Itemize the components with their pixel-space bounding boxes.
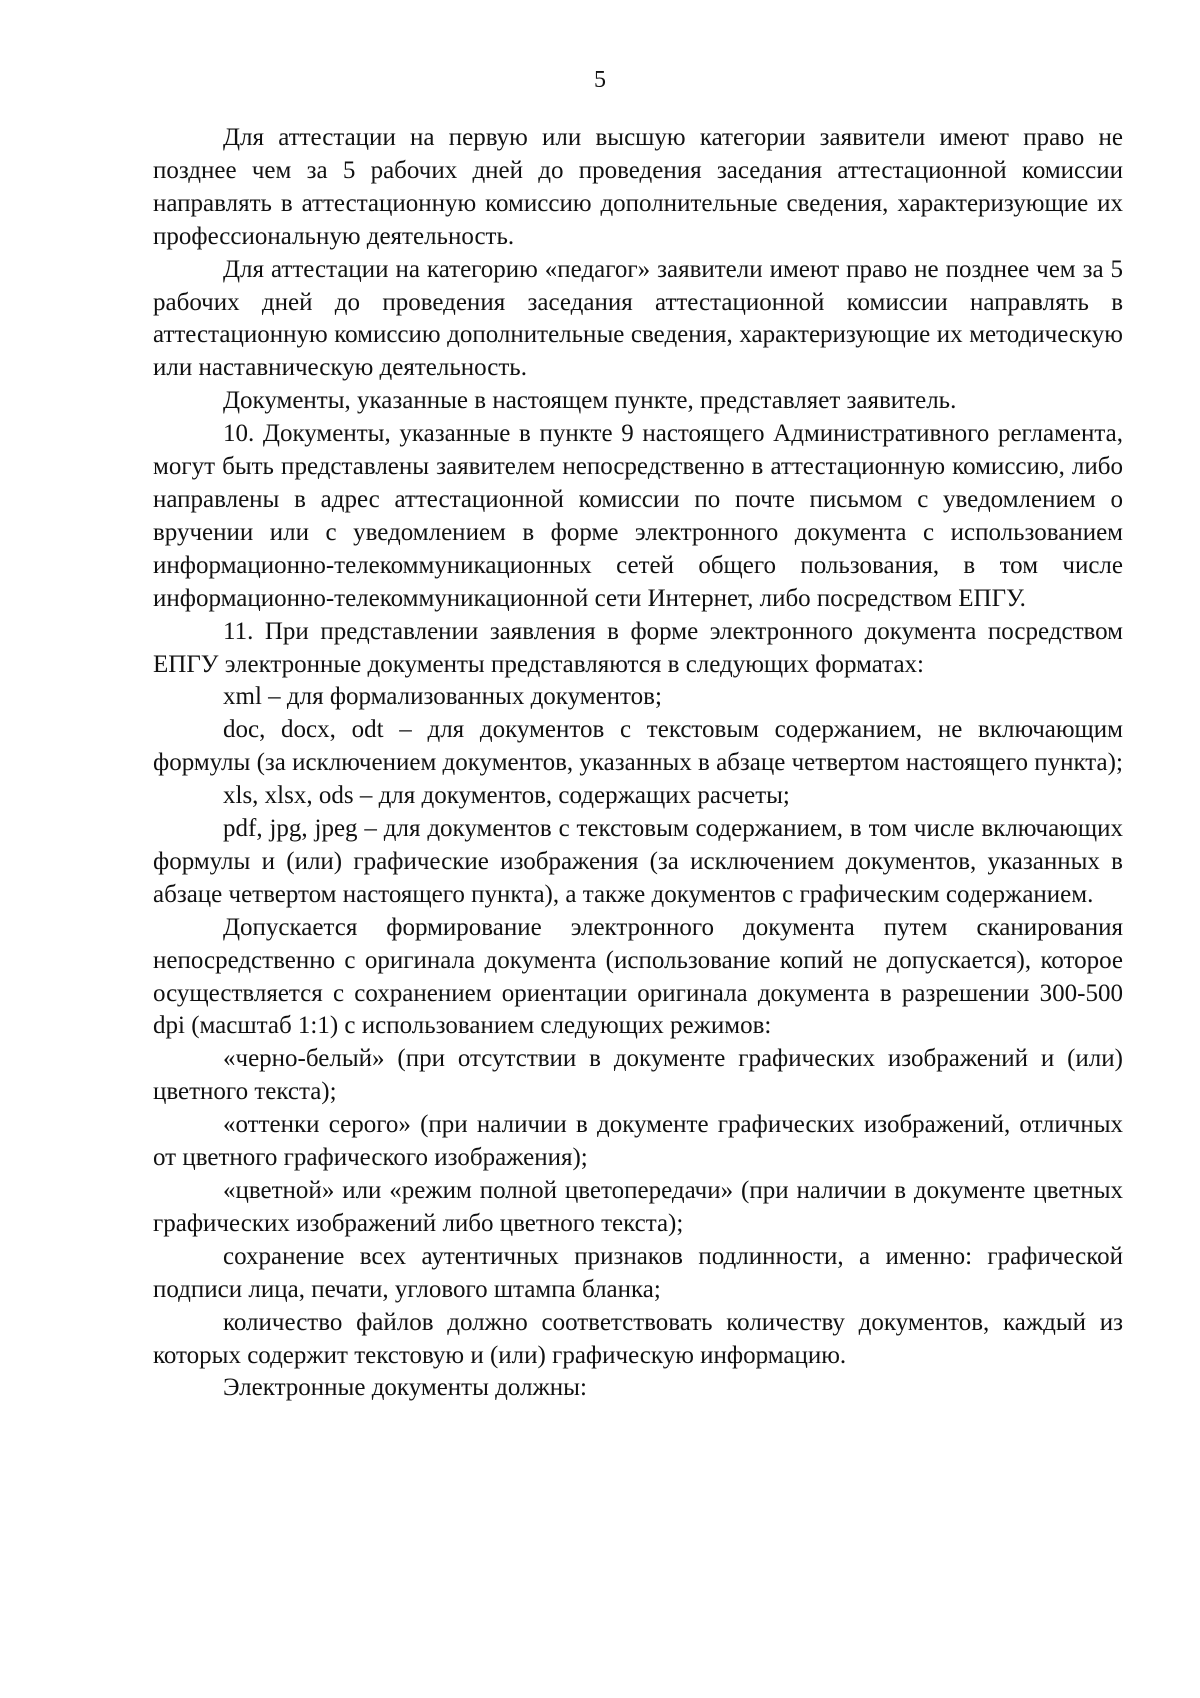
paragraph: xls, xlsx, ods – для документов, содержащих расчеты;: [223, 782, 790, 810]
paragraph: doc, docx, odt – для документов с текстовым содержанием, не включающим формулы (за исключением документов, указанных в абзаце четвертом настоящего пункта);: [153, 716, 1123, 777]
paragraph: «оттенки серого» (при наличии в документе графических изображений, отличных от цветного графического изображения);: [153, 1111, 1123, 1172]
paragraph: 10. Документы, указанные в пункте 9 настоящего Административного регламента, могут быть представлены заявителем непосредственно в аттестационную комиссию, либо направлены в адрес аттестационной комиссии по почте письмом с уведомлением о вручении или с уведомлением в форме электронного документа с использованием информационно-телекоммуникационных сетей общего пользования, в том числе информационно-телекоммуникационной сети Интернет, либо посредством ЕПГУ.: [153, 420, 1123, 612]
paragraph: «черно-белый» (при отсутствии в документе графических изображений и (или) цветного текста);: [153, 1045, 1123, 1106]
paragraph: сохранение всех аутентичных признаков подлинности, а именно: графической подписи лица, печати, углового штампа бланка;: [153, 1242, 1123, 1303]
paragraph: количество файлов должно соответствовать количеству документов, каждый из которых содержит текстовую и (или) графическую информацию.: [153, 1308, 1123, 1369]
document-body: [153, 122, 1123, 1405]
paragraph: «цветной» или «режим полной цветопередачи» (при наличии в документе цветных графических изображений либо цветного текста);: [153, 1177, 1123, 1237]
paragraph: Для аттестации на категорию «педагог» заявители имеют право не позднее чем за 5 рабочих дней до проведения заседания аттестационной комиссии направлять в аттестационную комиссию дополнительные сведения, характеризующие их методическую или наставническую деятельность.: [153, 255, 1123, 382]
paragraph: 11. При представлении заявления в форме электронного документа посредством ЕПГУ электронные документы представляются в следующих форматах:: [153, 617, 1123, 678]
paragraph: Электронные документы должны:: [223, 1374, 587, 1402]
paragraph: Для аттестации на первую или высшую категории заявители имеют право не позднее чем за 5 рабочих дней до проведения заседания аттестационной комиссии направлять в аттестационную комиссию дополнительные сведения, характеризующие их профессиональную деятельность.: [153, 124, 1123, 250]
paragraph: Допускается формирование электронного документа путем сканирования непосредственно с оригинала документа (использование копий не допускается), которое осуществляется с сохранением ориентации оригинала документа в разрешении 300-500 dpi (масштаб 1:1) с использованием следующих режимов:: [153, 913, 1123, 1040]
page-number: 5: [594, 67, 606, 93]
paragraph: pdf, jpg, jpeg – для документов с текстовым содержанием, в том числе включающих формулы и (или) графические изображения (за исключением документов, указанных в абзаце четвертом настоящего пункта), а также документов с графическим содержанием.: [153, 815, 1123, 908]
paragraph: xml – для формализованных документов;: [223, 683, 662, 711]
paragraph: Документы, указанные в настоящем пункте, представляет заявитель.: [223, 387, 957, 415]
